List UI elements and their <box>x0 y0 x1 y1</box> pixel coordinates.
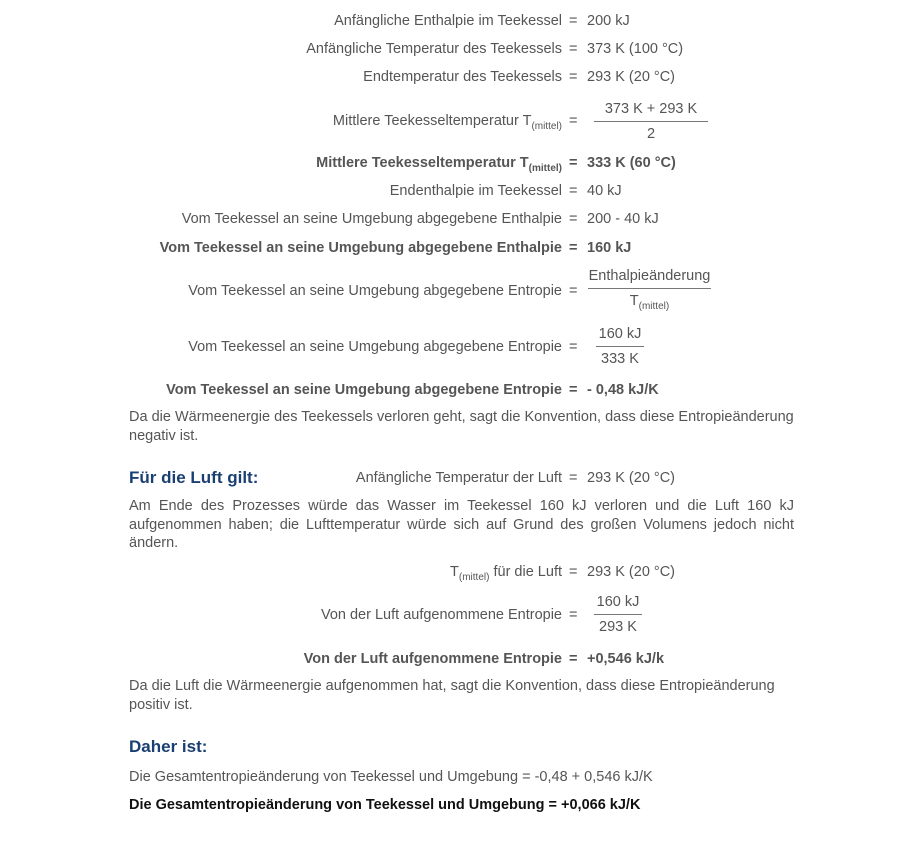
row-mean-temperature-formula <box>0 111 900 131</box>
air-heading: Für die Luft gilt: <box>129 468 259 487</box>
row-air-entropy-formula <box>0 605 900 625</box>
label: Vom Teekessel an seine Umgebung abgegebene Entropie <box>188 339 562 355</box>
row-mean-temperature-result <box>0 153 900 173</box>
label: Endenthalpie im Teekessel <box>389 183 562 199</box>
denominator-text: T <box>629 293 639 309</box>
row-entropy-released-values <box>0 337 900 357</box>
summary-line-formula: Die Gesamtentropieänderung von Teekessel und Umgebung = -0,48 + 0,546 kJ/K <box>129 769 653 785</box>
denominator: 333 K <box>601 351 639 367</box>
air-convention-note: Da die Luft die Wärmeenergie aufgenommen hat, sagt die Konvention, dass diese Entropieänderung positiv ist. <box>129 678 775 713</box>
equals-sign: = <box>569 211 578 227</box>
fraction-air-entropy <box>594 593 642 636</box>
label-subscript: (mittel) <box>528 163 562 174</box>
equals-sign: = <box>569 155 578 171</box>
row-air-mean-temperature <box>0 562 900 582</box>
equals-sign: = <box>569 470 578 486</box>
value: 293 K (20 °C) <box>587 69 676 85</box>
label-text: Mittlere Teekesseltemperatur T <box>332 113 532 129</box>
value: 160 kJ <box>587 240 632 256</box>
numerator: 160 kJ <box>594 593 642 615</box>
row-entropy-released-definition <box>0 281 900 301</box>
equals-sign: = <box>569 240 578 256</box>
numerator: Enthalpieänderung <box>588 267 711 289</box>
value: 200 - 40 kJ <box>587 211 659 227</box>
label-text: T <box>450 564 459 580</box>
label: Vom Teekessel an seine Umgebung abgegebene Enthalpie <box>159 240 562 256</box>
label-text-post: für die Luft <box>489 564 562 580</box>
equals-sign: = <box>569 113 578 129</box>
label: Von der Luft aufgenommene Entropie <box>303 651 562 667</box>
label: Vom Teekessel an seine Umgebung abgegebene Enthalpie <box>181 211 562 227</box>
equals-sign: = <box>569 183 578 199</box>
row-entropy-released-result <box>0 380 900 400</box>
air-process-paragraph: Am Ende des Prozesses würde das Wasser im Teekessel 160 kJ verloren und die Luft 160 kJ aufgenommen haben; die Lufttemperatur würde sich auf Grund des großen Volumens jedoch nicht ändern. <box>129 498 794 551</box>
fraction-entropy-values <box>596 325 644 368</box>
numerator: 373 K + 293 K <box>594 100 708 122</box>
label: Von der Luft aufgenommene Entropie <box>320 607 562 623</box>
label-text: Mittlere Teekesseltemperatur T <box>316 155 529 171</box>
label <box>333 111 562 137</box>
denominator-subscript: (mittel) <box>638 301 670 312</box>
row-initial-temperature <box>0 39 900 59</box>
label: Vom Teekessel an seine Umgebung abgegebene Entropie <box>188 283 562 299</box>
value: 40 kJ <box>587 183 622 199</box>
row-initial-enthalpy <box>0 11 900 31</box>
label: Endtemperatur des Teekessels <box>363 69 562 85</box>
row-air-initial-temperature <box>0 468 900 488</box>
label: Vom Teekessel an seine Umgebung abgegebene Entropie <box>166 382 562 398</box>
value: +0,546 kJ/k <box>587 651 665 667</box>
equals-sign: = <box>569 69 578 85</box>
row-enthalpy-released-result <box>0 238 900 258</box>
equals-sign: = <box>569 283 578 299</box>
value: 293 K (20 °C) <box>587 564 676 580</box>
equals-sign: = <box>569 41 578 57</box>
equals-sign: = <box>569 607 578 623</box>
value: 200 kJ <box>587 13 630 29</box>
label: Anfängliche Enthalpie im Teekessel <box>334 13 562 29</box>
equals-sign: = <box>569 564 578 580</box>
denominator: 293 K <box>599 619 637 635</box>
value: - 0,48 kJ/K <box>587 382 659 398</box>
equals-sign: = <box>569 13 578 29</box>
value: 333 K (60 °C) <box>587 155 676 171</box>
denominator <box>588 289 711 316</box>
fraction-mean-temperature <box>594 100 708 143</box>
label: Anfängliche Temperatur des Teekessels <box>306 41 562 57</box>
label-subscript: (mittel) <box>531 121 562 132</box>
summary-line-result: Die Gesamtentropieänderung von Teekessel und Umgebung = +0,066 kJ/K <box>129 797 641 813</box>
row-final-temperature <box>0 67 900 87</box>
kettle-convention-note: Da die Wärmeenergie des Teekessels verloren geht, sagt die Konvention, dass diese Entropieänderung negativ ist. <box>129 409 794 444</box>
label <box>450 562 562 588</box>
equals-sign: = <box>569 651 578 667</box>
denominator: 2 <box>646 126 656 142</box>
label <box>316 153 562 179</box>
equals-sign: = <box>569 339 578 355</box>
value: 373 K (100 °C) <box>587 41 684 57</box>
row-air-entropy-result <box>0 649 900 669</box>
label: Anfängliche Temperatur der Luft <box>355 470 562 486</box>
label-subscript: (mittel) <box>458 572 490 583</box>
value: 293 K (20 °C) <box>587 470 676 486</box>
row-enthalpy-released-formula <box>0 209 900 229</box>
numerator: 160 kJ <box>596 325 644 347</box>
fraction-entropy-definition <box>588 267 711 316</box>
row-final-enthalpy <box>0 181 900 201</box>
summary-heading: Daher ist: <box>129 737 208 756</box>
equals-sign: = <box>569 382 578 398</box>
